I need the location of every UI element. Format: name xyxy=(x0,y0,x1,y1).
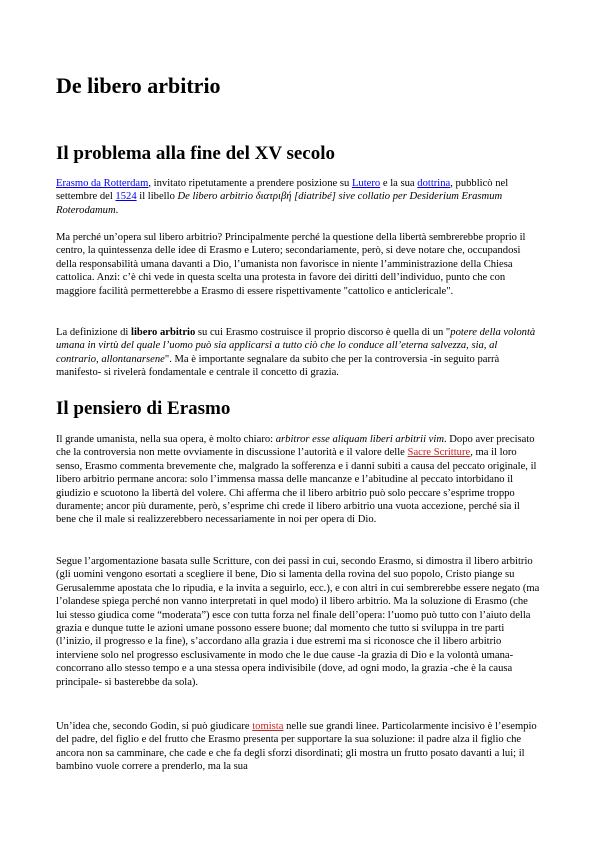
link-sacre-scritture[interactable]: Sacre Scritture xyxy=(407,447,471,459)
paragraph-humanist: Il grande umanista, nella sua opera, è molto chiaro: arbitror esse aliquam liberi arbitrii vim. Dopo aver precisato che la controversia non mette ovviamente in discussione l’autorità e il valore delle Sacre Scritture, ma il loro senso, Erasmo commenta brevemente che, malgrado la sofferenza e i danni subiti a causa del peccato originale, il libero arbitrio permane ancora: solo l’immensa massa delle mancanze e l’abitudine al peccato intorbidano il giudizio e scuotono la libertà del volere. Chi afferma che il libero arbitrio può solo peccare s’esprime troppo duramente; ancor più duramente, però, s’esprime chi crede il libero arbitrio una vuota accezione, perché sia il bene che il male si realizzerebbero necessariamente in noi per opera di Dio. xyxy=(56,434,537,526)
latin-quote: arbitror esse aliquam liberi arbitrii vim xyxy=(275,434,444,445)
paragraph-godin: Un’idea che, secondo Godin, si può giudicare tomista nelle sue grandi linee. Particolarmente incisivo è l’esempio del padre, del figlio e del frutto che Erasmo presenta per supportare la sua soluzione: il padre alza il figlio che ancora non sa camminare, che cade e che fa degli sforzi disordinati; gli mostra un frutto posato davanti a lui; il bambino vuole correre a prenderlo, ma la sua xyxy=(56,721,537,773)
link-lutero[interactable]: Lutero xyxy=(351,178,381,189)
definition-quote: potere della volontà umana in virtù del quale l’uomo può sia applicarsi a tutto ciò che lo conduce all’eterna salvezza, sia, al contrario, allontanarsene xyxy=(56,327,536,365)
term-libero-arbitrio: libero arbitrio xyxy=(131,327,196,338)
link-dottrina[interactable]: dottrina xyxy=(417,178,451,189)
paragraph-why: Ma perché un’opera sul libero arbitrio? Principalmente perché la questione della libertà sembrerebbe proprio il centro, la quintessenza delle idee di Erasmo e Lutero; secondariamente, però, si deve notare che, occupandosi della responsabilità umana davanti a Dio, l’umanista non favorisce in niente l’amministrazione della Chiesa cattolica. Anzi: c’è chi vede in questa scelta una protesta in favore dei diritti dell’individuo, punto che con maggiore facilità permetterebbe a Erasmo di essere rispettivamente "cattolico e anticlericale". xyxy=(56,232,526,297)
book-title: De libero arbitrio διατριβή [diatribé] sive collatio per Desiderium Erasmum Roterodamum xyxy=(56,191,503,216)
section-heading-problem: Il problema alla fine del XV secolo xyxy=(56,143,336,164)
link-1524[interactable]: 1524 xyxy=(115,191,137,203)
paragraph-definition: La definizione di libero arbitrio su cui Erasmo costruisce il proprio discorso è quella di un "potere della volontà umana in virtù del quale l’uomo può sia applicarsi a tutto ciò che lo conduce all’eterna salvezza, sia, al contrario, allontanarsene". Ma è importante segnalare da subito che per la controversia -in seguito parrà manifesto- si rivelerà fondamentale e centrale il concetto di grazia. xyxy=(56,327,536,379)
paragraph-argument: Segue l’argomentazione basata sulle Scritture, con dei passi in cui, secondo Erasmo, si dimostra il libero arbitrio (gli uomini vengono esortati a scegliere il bene, Dio si lamenta della rovina del suo popolo, Cristo piange su Gerusalemme apostata che lo ripudia, e la invita a seguirlo, ecc.), e con altri in cui sembrerebbe essere negato (ma l’olandese spiega perché non vanno interpretati in quel modo) il libero arbitrio. Ma la soluzione di Erasmo (che lui stesso giudica come “moderata”) esce con tutta forza nel finale dell’opera: l’uomo può tutto con l’aiuto della grazia e dunque tutte le azioni umane possono essere buone; dal momento che tutto si sviluppa in tre parti (l’inizio, il progresso e la fine), s’accordano alla grazia i due estremi ma si riconosce che il libero arbitrio interviene solo nel progresso esclusivamente in modo che le due cause -la grazia di Dio e la volontà umana- concorrano allo stesso tempo e a una stessa opera indivisibile (dove, ad ogni modo, la grazia -che è la causa principale- si basterebbe da sola). xyxy=(56,556,540,688)
page-title: De libero arbitrio xyxy=(56,73,221,98)
paragraph-intro: Erasmo da Rotterdam, invitato ripetutamente a prendere posizione su Lutero e la sua dottrina, pubblicò nel settembre del 1524 il libello De libero arbitrio διατριβή [diatribé] sive collatio per Desiderium Erasmum Roterodamum. xyxy=(56,178,509,216)
section-heading-thought: Il pensiero di Erasmo xyxy=(56,398,231,419)
link-tomista[interactable]: tomista xyxy=(252,721,284,732)
link-erasmo[interactable]: Erasmo da Rotterdam xyxy=(56,178,149,189)
